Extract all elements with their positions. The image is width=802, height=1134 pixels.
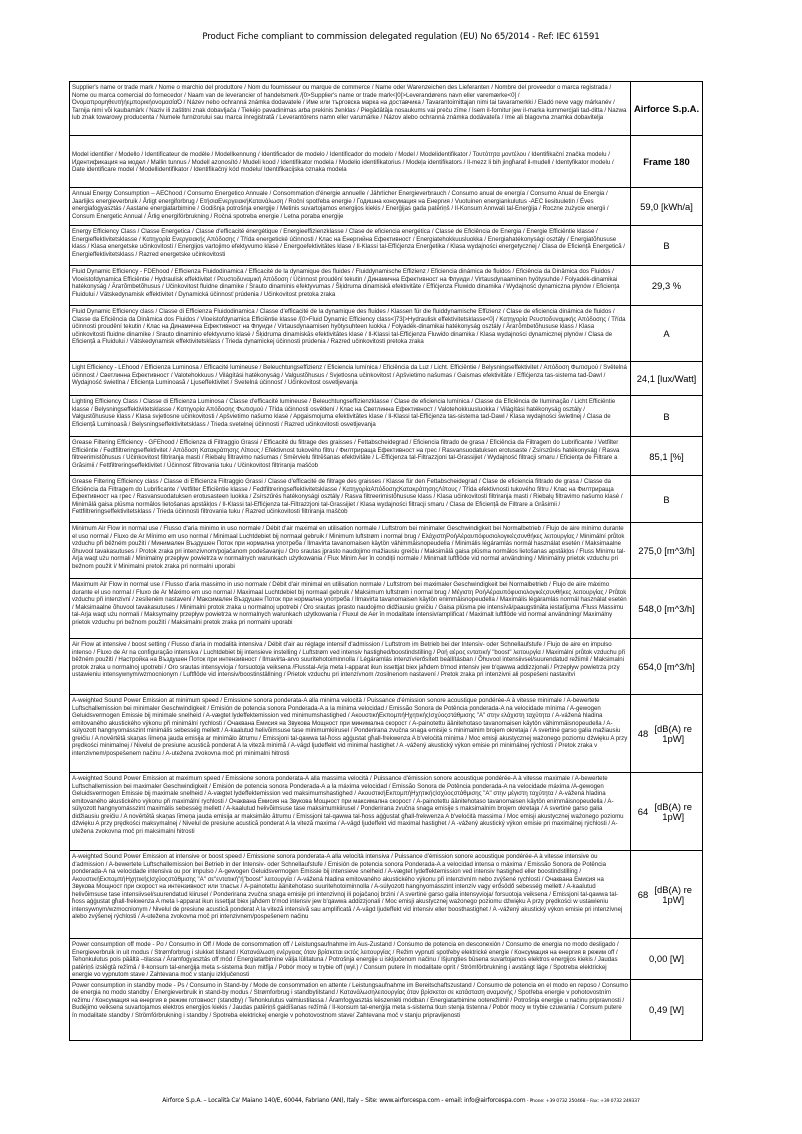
- table-row-grease-class: [70, 476, 703, 523]
- row-value: 29,3 %: [631, 266, 703, 306]
- row-value: Airforce S.p.A.: [631, 82, 703, 136]
- table-row-light-efficiency: [70, 362, 703, 396]
- sound-value: 68: [637, 889, 649, 900]
- row-description: A-weighted Sound Power Emission at intensive or boost speed / Emissione sonora ponderata-A alla velocità intensiva / Puissance d'émission sonore acoustique pondérée-A à vitesse intensive ou d'admission / A-bewertete Luftschallemission bei Betrieb in der Intensiv- oder Schnellaufstufe / Emisión de potencia sonora Ponderada-A a velocidad intensa o máxima / Emissão Sonora de Potência ponderada-A na velocidade intensiva ou por impulso / A-gewogen Geluidsvermogen Emissie bij intensieve snelheid / A-vægtet lydeffektemission ved intensiv hastighed eller boostindstilling / ΑκουστικήΕκπομπήΗχητικήςΙσχύοςστάθμισης "A" σε"εντατική"ή"boost" λειτουργία / A-vážená hladina emitovaného akustického výkonu při intenzivním nebo zvýšené rychlosti / Очаквана Емисия на Звукова Мощност при скорост на интензивност или тласък / A-painotettu äänitehotaso suuritehotoiminnolla / A-súlyozott hangnyomásszint intenzív vagy erősödő sebesség mellett / A-kaalutud helivõimsuse tase intensiivsel/suurendatud kiirusel / Ponderirana zvučna snaga emisije pri intenzivnoj ili pojačanoj brzini / A svertinė garso galia intensyvioja/ forsuotoja veiksena / Emissjoni tal-qawwa tal-ħoss aġġustat għall-frekwenza A meta l-apparat ikun issettjat biex jaħdem b'mod intensiv jew b'qawwa addizzjonali / Moc emisji akustycznej ważonego poziomu dźwięku A przy prędkości w ustawieniu intensywnym/wzmocnionym / Nivelul de presiune acustică ponderat A la viteză intensivă sau amplificată / A-vägd ljudeffekt vid intensiv eller boosthastighet / A -vážený akustický výkon emisie pri intenzívnej alebo zvýšenej rýchlosti / A-utežena zvokovna moč pri intenzivnem/pospešenem načinu: [70, 851, 631, 939]
- table-row-fluid-efficiency: [70, 266, 703, 306]
- row-description: Lighting Efficiency Class / Classe di Efficienza Luminosa / Classe d'efficacité lumineuse / Beleuchtungseffizienzklasse / Clase de eficiencia lumínica / Classe da Eficiência de Iluminação / Licht Efficiëntie klasse / Belysningseffektivitetsklasse / Κατηγορία Απόδοσης Φωτισμού / Třída účinnosti osvětlení / Клас на Светлинна Ефективност / Valotehokkuusluokka / Világítási hatékonyság osztály / Valgustõhususe klass / Klasa svjetlosne učinkovitosti / Apšvietimo našumo klasė / Apgaismojuma efektivitātes klase / Il-Klassi tal-Effiċjenza tas-sistema tad-Dawl / Klasa wydajności świetlnej / Clasa de Eficiență Luminoasă / Belysningseffektivitetsklass / Trieda svetelnej účinnosti / Razred učinkovitosti osvetljevanja: [70, 396, 631, 437]
- row-description: Grease Filtering Efficiency class / Classe di Efficienza Filtraggio Grassi / Classe d'efficacité de filtrage des graisses / Klasse für den Fettabscheidegrad / Clase de eficiencia filtrado de grasa / Classe da Eficiência da Filtragem do Lubrificante / Vetfilter Efficiëntie klasse / Fedtfiltreringseffektivitetsklasse / ΚατηγορίαΑπόδοσηςΚατακράτησηςΛίπους / Třída efektivnosti tukového filtru / Клас на Филтрираща Ефективност на грес / Rasvansuodatuksen erotusasteen luokka / Zsírszűrés hatékonysági osztály / Rasva filtreerimistõhususe klass / Klasa učinkovitosti filtriranja masti / Riebalų filtravimo našumo klasė / Minimālā gaisa plūsma normālos lietošanas apstākļos / Il-Klassi tal-Effiċjenza tal-Filtrazzjoni tal-Grassijiet / Klasa wydajności filtracji smaru / Clasa de Eficiență de Filtrare a Grăsimii / Fettfiltreringseffektivitetsklass / Trieda účinnosti filtrovania tuku / Razred učinkovitosti filtriranja maščob: [70, 476, 631, 523]
- row-description: Minimum Air Flow in normal use / Flusso d'aria minimo in uso normale / Débit d'air maximal en utilisation normale / Luftstrom bei minimaler Geschwindigkeit bei Normalbetrieb / Flujo de aire mínimo durante el uso normal / Fluxo de Ar Mínimo em uso normal / Minimaal Luchtdebiet bij normaal gebruik / Minimum luftstrøm i normal brug / ΕλάχιστηΡοήΑέραυπόφυσιολογικέςσυνθήκες λειτουργίας / Minimální průtok vzduchu při běžném použití / Минимален Въздушен Поток при нормална употреба / Ilmavirta tavanomaisen käytön vähimmäisnopeudella / Minimális légáramlás normál használat esetén / Maksimaalne õhuvool tavakasutuses / Protok zraka pri intenzivnom/pojačanom podešavanju / Oro srautas įprasto naudojimo mažiausiu greičiu / Maksimālā gaisa plūsma normālos lietošanas apstākļos / Fluss Minimu tal-Arja waqt użu normali / Minimalny przepływ powietrza w normalnych warunkach użytkowania / Flux Minim Aer în condiții normale / Minimalt luftflöde vid normal användning / Minimálny prietok vzduchu pri bežnom použit í/ Minimalni pretok zraka pri normalni uporabi: [70, 523, 631, 579]
- row-description: Power consumption in standby mode - Ps / Consumo in Stand-by / Mode de consommation en attente / Leistungsaufnahme im Bereitschaftszustand / Consumo de potencia en el modo en reposo / Consumo de energia no modo standby / Energieverbruik in stand-by modus / Strømforbrug i standbytilstand / Κατανάλωσηλειτουργίας όταν βρίσκεται σε κατάσταση αναμονής / Spotřeba energie v pohotovostním režimu / Консумация на енергия в режим готовност (standby) / Tehonkulutus valmiustilassa / Áramfogyasztás készenléti módban / Energiatarbimine ooterežiimil / Potrošnja energije u načinu pripravnosti / Budėjimo veiksena suvartojamos elektros energijos kiekis / Jaudas patēriņš gaidīšanas režīmā / Il-konsum tal-enerġija meta s-sistema tkun stenja tistenna / Pobór mocy w trybie czuwania / Consum putere în modalitate standby / Strömförbrukning i standby / Spotreba elektrickej energie v pohotovostnom stave/ Zahtevana moč v stanju pripravljenosti: [70, 979, 631, 1040]
- row-description: Fluid Dynamic Efficiency - FDEhood / Efficienza Fluidodinamica / Efficacité de la dynamique des fluides / Fluiddynamische Effizienz / Eficiencia dinámica de fluidos / Eficiência da Dinâmica dos Fluidos / Vloeistofdynamica Efficiëntie / Hydraulisk effektivitet / Ρευστοδυναμική Απόδοση / Účinnost proudění tekutin / Динамична Ефективност на Флуиди / Virtausdynaaminen hyötysuhde / Folyadék-dinamikai hatékonyság / Ärатõmbetõhusus / Učinkovitost fluidne dinamike / Srauto dinaminis efektyvumas / Šķidruma dinamiskā efektivitāte / Effiċjenza Fluwido dinamika / Wydajność dynamiczna płynów / Eficiența Fluidului / Vätskedynamisk effektivitet / Dynamická účinnosť prúdenia / Učinkovitost pretoka zraka: [70, 266, 631, 306]
- table-row-sound-min: [70, 695, 703, 773]
- row-description: Power consumption off mode - Po / Consumo in Off / Mode de consommation off / Leistungsaufnahme im Aus-Zustand / Consumo de potencia en desconexión / Consumo de energia no modo desligado / Energieverbruik in uit modus / Strømforbrug i slukket tilstand / Κατανάλωση ενέργειας όταν βρίσκεται εκτός λειτουργίας / Režim vypnutí spotřeby elektrické energie / Консумация на енергия в режим off / Tehonkulutus pois päältä –tilassa / Áramfogyasztás off mód / Energiatarbimine välja lülitatuna / Potrošnja energije u isključenom načinu / Išjungties būsena suvartojamos elektros energijos kiekis / Jaudas patēriņš izslēgtā režīmā / Il-konsum tal-enerġija meta s-sistema tkun mitfija / Pobór mocy w trybie off (wył.) / Consum putere în modalitate oprit / Strömförbrukning i avstängt läge / Spotreba elektrickej energie vo vypnutom stave / Zahtevana moč v stanju izključenosti: [70, 939, 631, 980]
- row-value: [631, 851, 703, 939]
- table-row-energy-class: [70, 226, 703, 266]
- sound-value: 48: [637, 728, 649, 739]
- row-description: A-weighted Sound Power Emission at maximum speed / Emissione sonora ponderata-A alla massima velocità / Puissance d'émission sonore acoustique pondérée-A à vitesse maximale / A-bewertete Luftschallemission bei maximaler Geschwindigkeit / Emisión de potencia sonora Ponderada-A a la máxima velocidad / Emissão Sonora de Potência ponderada-A na velocidade máxima /A-gewogen Geluidsvermogen Emissie bij maximale snelheid / A-vægtet lydeffektemission ved maksimumshastighed / ΑκουστικήΕκπομπήΗχητικήςΙσχύοςστάθμισης "A" στην μέγιστη ταχύτητα / A-vážená hladina emitovaného akustického výkonu při maximální rychlosti / Очаквана Емисия на Звукова Мощност при максимална скорост / A-painotettu äänitehotaso tavanomaisen käytön enimmäisnopeudella / A-súlyozott hangnyomásszint maximális sebesség mellett / A-kaalutud helivõimsuse tase maksimumkiirusel / Ponderirana zvučna snaga emisije s maksimalnim brojem okretaja / A svertinė garso galia didžiausiu greičiu / A novērtētā skaņas līmeņa jauda emisija ar maksimālo ātrumu / Emissjoni tal-qawwa tal-ħoss aġġustat għall-frekwenza A b'veloċità massima / Moc emisji akustycznej ważonego poziomu dźwięku A przy prędkości maksymalnej / Nivelul de presiune acustică ponderat A la viteză maxima / A-vägd ljudeffekt vid maximal hastighet / A -vážený akustický výkon emisie pri maximálnej rýchlosti / A-utežena zvokovna moč pri maksimalni hitrosti: [70, 773, 631, 851]
- row-value: 548,0 [m^3/h]: [631, 579, 703, 639]
- footer-contact: - Phone: +39 0732 250468 – Fax: +39 0732 249337: [525, 1099, 640, 1104]
- page-footer: [0, 1098, 802, 1104]
- row-value: 0,00 [W]: [631, 939, 703, 980]
- table-row-min-airflow: [70, 523, 703, 579]
- row-value: [631, 773, 703, 851]
- row-description: Energy Efficiency Class / Classe Energetica / Classe d'efficacité énergétique / Energieeffizienzklasse / Clase de eficiencia energética / Classe de Eficiência de Energia / Energie Efficiëntie klasse / Energieffektivitetsklasse / Κατηγορία Ενεργειακής Απόδοσης / Třída energetické účinnosti / Клас на Енергийна Ефективност / Energiatehokkuusluokka / Energiahatékonysági osztály / Energiatõhususe klass / Klasa energetske učinkovitosti / Energijos vartojimo efektyvumo klasė / Energoefektivitātes klase / Il-Klassi tal-Effiċjenza Enerġetika / Klasa wydajności energetycznej / Clasa de Eficiență Energetică / Energieffektivitetsklass / Razred energetske učinkovitosti: [70, 226, 631, 266]
- page-title: Product Fiche compliant to commission delegated regulation (EU) No 65/2014 - Ref: IEC 61591: [202, 32, 600, 42]
- table-row-grease-efficiency: [70, 437, 703, 476]
- sound-unit: [dB(A) re 1pW]: [654, 800, 692, 822]
- row-value: 24,1 [lux/Watt]: [631, 362, 703, 396]
- row-description: Light Efficiency - LEhood / Efficienza Luminosa / Efficacité lumineuse / Beleuchtungseffizienz / Eficiencia lumínica / Eficiência da Luz / Licht. Efficiëntie / Belysningseffektivitet / Απόδοση Φωτισμού / Světelná účinnost / Светлинна Ефективност / Valotehokkuus / Világítási hatékonyság / Valgustõhusus / Svjetlosna učinkovitost / Apšvietimo našumas / Gaismas efektivitāte / Effiċjenza tas-sistema tad-Dawl / Wydajność świetlna / Eficiența Luminoasă / Ljuseffektivitet / Svetelná účinnosť / Učinkovitost osvetljevanja: [70, 362, 631, 396]
- row-value: 0,49 [W]: [631, 979, 703, 1040]
- sound-unit: [dB(A) re 1pW]: [654, 883, 692, 905]
- row-description: Model identifier / Modello / Identificateur de modèle / Modellkennung / Identificador de modelo / Identificador do modelo / Model / Modelidentifikator / Τουτότητα μοντέλου / Identifikační značka modelu / Идентификация на модел / Mallin tunnus / Modell azonosító / Mudeli kood / Identifikator modela / Modelio identifikatorius / Modeļa identifikators / Il-mezz li bih jingħaraf il-mudell / Identyfikator modelu / Date identificare model / Modellidentifikator / Identifikačný kód modelu/ Identifikacijska oznaka modela: [70, 136, 631, 188]
- row-value: 275,0 [m^3/h]: [631, 523, 703, 579]
- row-description: Annual Energy Consumption – AEChood / Consumo Energetico Annuale / Consommation d'énergie annuelle / Jährlicher Energieverbrauch / Consumo anual de energía / Consumo Anual de Energia / Jaarlijks energieverbruik / Årligt energiforbrug / ΕτήσιαΕνεργειακήΚατανάλωση / Roční spotřeba energie / Годишна консумация на Енергия / Vuotuinen energiankulutus -AEC liesituuletin / Éves energiafogyasztás / Aastane energiatarbimine / Godišnja potrošnja energije / Metinis suvartojamos energijos kiekis / Enerģijas gada patēriņš / Il-Konsum Annwali tal-Enerġija / Roczne zużycie energii / Consum Energetic Annual / Årlig energiförbrukning / Ročná spotreba energie / Letna poraba energije: [70, 188, 631, 226]
- row-value: B: [631, 226, 703, 266]
- footer-address: Airforce S.p.A. – Località Ca' Maiano 140/E, 60044, Fabriano (AN), Italy – Site: www.airforcespa.com - email: info@airforcespa.com: [162, 1098, 526, 1104]
- row-description: Grease Filtering Efficiency - GFEhood / Efficienza di Filtraggio Grassi / Efficacité du filtrage des graisses / Fettabscheidegrad / Eficiencia filtrado de grasa / Eficiência da Filtragem do Lubrificante / Vetfilter Efficiëntie / Fedtfiltreringseffektivitet / Απόδοση Κατακράτησης Λίπους / Efektivnost tukového filtru / Филтрираща Ефективност на грес / Rasvansuodatuksen erotusaste / Zsírszűrés hatékonyság / Rasva filtreerimistõhusus / Učinkovitost filtriranja masti / Riebalų filtravimo našumas / Smērvielu filtrēšanas efektivitāte / L-Effiċjenza tal-Filtrazzjoni tal-Grassijiet / Wydajność filtracji smaru / Eficiența de Filtrare a Grăsimii / Fettfiltreringseffektivitet / Účinnosť filtrovania tuku / Učinkovitost filtriranja maščob: [70, 437, 631, 476]
- row-value: A: [631, 306, 703, 362]
- row-description: Air Flow at intensive / boost setting / Flusso d'aria in modalità intensiva / Débit d'air au réglage intensif d'admission / Luftstrom im Betrieb bei der Intensiv- oder Schnellaufstufe / Flujo de aire en impulso intenso / Fluxo de Ar na configuração intensiva / Luchtdebiet bij intensieve instelling / Luftstrøm ved intensiv hastighed/boostindstilling / Ροή αέρος εντατική/ "boost" λειτουργία / Maximální průtok vzduchu při běžném použití / Настройка на Въздушен Поток при интензивност / Ilmavirta-arvo suuritehotoiminnolla / Légáramlás intenzív/erősített beállításban / Õhuvool intensiivsel/suurendatud režiimil / Maksimalni protok zraka u normalnoj upotrebi / Oro srautas intensyvioja / forsuotoja veiksena /Flusstal-Arja meta l-apparat ikun issettjat biex jaħdem b'mod intensiv jew b'qawwa addizzjonali / Przepływ powietrza przy ustawieniu intensywnym/wzmocnionym / Luftflöde vid intensiv/boostinställning / Prietok vzduchu pri intenzívnom /zosilnenom nastavení / Pretok zraka pri intenzivni ali pospešeni nastavitvi: [70, 639, 631, 695]
- row-value: Frame 180: [631, 136, 703, 188]
- table-row-supplier: [70, 82, 703, 136]
- row-description: Maximum Air Flow in normal use / Flusso d'aria massimo in uso normale / Débit d'air minimal en utilisation normale / Luftstrom bei maximaler Geschwindigkeit bei Normalbetrieb / Flujo de aire máximo durante el uso normal / Fluxo de Ar Máximo em uso normal / Maximaal Luchtdebiet bij normaal gebruik / Maksimum luftstrøm i normal brug / Μέγιστη ΡοήΑέραυπόφυσιολογικέςσυνθήκες λειτουργίας / Průtok vzduchu při intenzivní / zesíleném nastavení / Максимален Въздушен Поток при нормална употреба / Ilmavirta tavanomaisen käytön enimmäisnopeudella / Maximális légáramlás normál használat esetén / Maksimaalne õhuvool tavakasutuses / Minimalni protok zraka u normalnoj upotrebi / Oro srautas įprasto naudojimo didžiausiu greičiu / Gaisa plūsma pie intensīvā/paaugstināta iestatījuma /Fluss Massimu tal-Arja waqt użu normali / Maksymalny przepływ powietrza w normalnych warunkach użytkowania / Fluxul de Aer în modalitate intensiv/amplificat / Maximalt luftflöde vid normal användning/ Maximálny prietok vzduchu pri bežnom použití / Maksimalni pretok zraka pri normalni uporabi: [70, 579, 631, 639]
- row-value: B: [631, 396, 703, 437]
- table-row-fluid-class: [70, 306, 703, 362]
- table-row-sound-max: [70, 773, 703, 851]
- table-row-annual-energy: [70, 188, 703, 226]
- sound-value: 64: [637, 806, 649, 817]
- table-row-max-airflow: [70, 579, 703, 639]
- row-description: A-weighted Sound Power Emission at minimum speed / Emissione sonora ponderata-A alla minima velocità / Puissance d'émission sonore acoustique pondérée-A à vitesse minimale / A-bewertete Luftschallemission bei minimaler Geschwindigkeit / Emisión de potencia sonora Ponderada-A a la mínima velocidad / Emissão Sonora de Potência ponderada-A na velocidade mínima / A-gewogen Geluidsvermogen Emissie bij minimale snelheid / A-vægtet lydeffektemission ved minimumshastighed / ΑκουστικήΕκπομπήΗχητικήςΙσχύοςστάθμισης "A" στην ελάχιστη ταχύτητα / A-vážená hladina emitovaného akustického výkonu při minimální rychlosti / Очаквана Емисия на Звукова Мощност при минимална скорост / A-painotettu äänitehotaso tavanomaisen käytön vähimmäisnopeudella / A-súlyozott hangnyomásszint minimális sebesség mellett / A-kaalutud helivõimsuse tase minimumkiirusel / Ponderirana zvučna snaga emisije s minimalnim brojem okretaja / A svertinė garso galia mažiausiu greičiu / A novērtētā skaņas līmeņa jauda emisija ar minimālo ātrumu / Emissjoni tal-qawwa tal-ħoss aġġustat għall-frekwenza A b'veloċità minima / Moc emisji akustycznej ważonego poziomu dźwięku A przy prędkości minimalnej / Nivelul de presiune acustică ponderat A la viteză minimă / A-vägd ljudeffekt vid minimal hastighet / A -vážený akustický výkon emisie pri minimálnej rýchlosti / Pretok zraka v intenzivnem/pospešenem načinu / A-utežena zvokovna moč pri minimalni hitrosti: [70, 695, 631, 773]
- row-value: 85,1 [%]: [631, 437, 703, 476]
- table-row-sound-boost: [70, 851, 703, 939]
- row-description: Supplier's name or trade mark / Nome o marchio del produttore / Nom du fournisseur ou marque de commerce / Name oder Warenzeichen des Lieferanten / Nombre del proveedor o marca registrada / Nome ou marca comercial do fornecedor / Naam van de leverancier of handelsmerk /[0>Supplier's name or trade mark<]0[>Leverandørens navn eller varemærke<0] / ΌνομαπρομηθευτήήεμπορικήονομασίαΌ / Název nebo ochranná známka dodavatele / Име или търговска марка на доставчика / Tavarantoimittajan nimi tai tavaramerkki / Eladó neve vagy márkanév / Tarnija nimi või kaubamärk / Naziv ili zaštitni znak dobavljača / Tiekėjo pavadinimas arba prekinis ženklas / Piegādātāja nosaukums vai preču zīme / Isem il-fornitur jew il-marka kummerċjali tad-ditta / Nazwa lub znak towarowy producenta / Numele furnizorului sau marca înregistrată / Leverantörens namn eller varumärke / Názov alebo ochranná známka dodávateľa / Ime ali blagovna znamka dobavitelja: [70, 82, 631, 136]
- table-row-lighting-class: [70, 396, 703, 437]
- product-fiche-table: [69, 81, 703, 1041]
- table-row-model: [70, 136, 703, 188]
- table-row-boost-airflow: [70, 639, 703, 695]
- row-value: B: [631, 476, 703, 523]
- row-value: [631, 695, 703, 773]
- table-row-power-off: [70, 939, 703, 980]
- row-value: 59,0 [kWh/a]: [631, 188, 703, 226]
- row-value: 654,0 [m^3/h]: [631, 639, 703, 695]
- row-description: Fluid Dynamic Efficiency class / Classe di Efficienza Fluidodinamica / Classe d'efficacité de la dynamique des fluides / Klassen für die fluiddynamische Effizienz / Clase de eficiencia dinámica de fluidos / Classe da Eficiência da Dinâmica dos Fluidos / Vloeistofdynamica Efficiëntie klasse /[0>Fluid Dynamic Efficiency class<]73[>Hydraulisk effektivitetsklasse<0] / Κατηγορία Ρευστοδυναμικής Απόδοσης / Třída účinnosti proudění tekutin / Клас на Динамична Ефективност на Флуиди / Virtausdynaamisen hyötysuhteen luokka / Folyadék-dinamikai hatékonyság osztály / Ärатõmbetõhususe klass / Klasa učinkovitosti fluidne dinamike / Srauto dinaminio efektyvumo klasė / Šķidruma dinamiskās efektivitātes klase / Il-Klassi tal-Effiċjenza Fluwido dinamika / Klasa wydajności dynamicznej płynów / Clasa de Eficiență a Fluidului / Vätskedynamisk effektivitetsklass / Trieda dynamickej účinnosti prúdenia / Razred učinkovitosti pretoka zraka: [70, 306, 631, 362]
- sound-unit: [dB(A) re 1pW]: [654, 722, 692, 744]
- table-row-power-standby: [70, 979, 703, 1040]
